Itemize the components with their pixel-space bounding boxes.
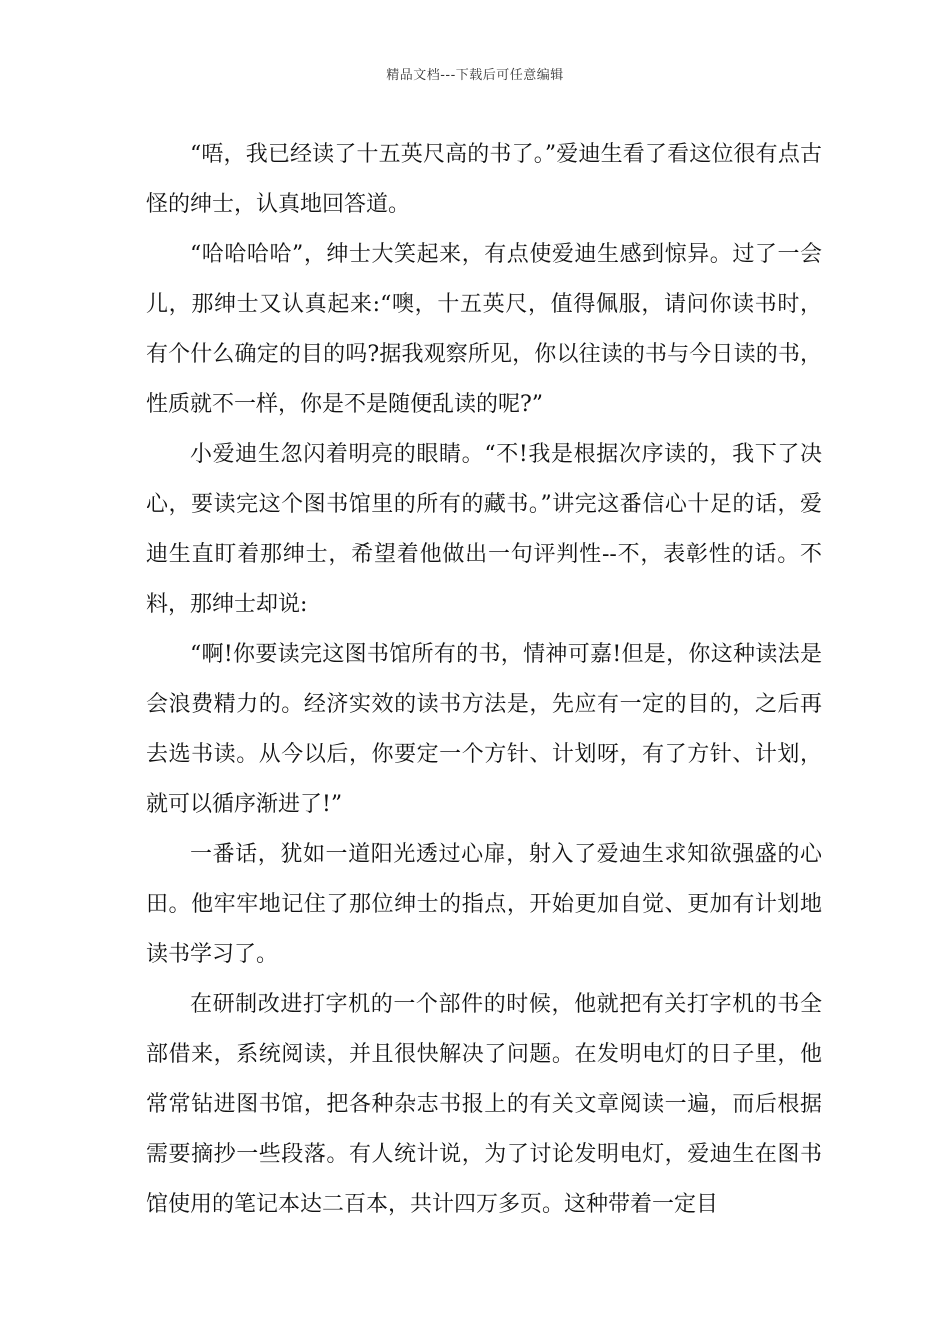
page-header: 精品文档---下载后可任意编辑 — [386, 68, 564, 83]
document-body — [146, 130, 822, 1230]
paragraph-3: 小爱迪生忽闪着明亮的眼睛。“不!我是根据次序读的，我下了决心，要读完这个图书馆里的所有的藏书。”讲完这番信心十足的话，爱迪生直盯着那绅士，希望着他做出一句评判性--不，表彰性的话。不料，那绅士却说: — [146, 442, 822, 617]
paragraph-1: “唔，我已经读了十五英尺高的书了。”爱迪生看了看这位很有点古怪的绅士，认真地回答道。 — [146, 142, 822, 217]
paragraph-2: “哈哈哈哈”，绅士大笑起来，有点使爱迪生感到惊异。过了一会儿，那绅士又认真起来:“噢，十五英尺，值得佩服，请问你读书时，有个什么确定的目的吗?据我观察所见，你以往读的书与今日读的书，性质就不一样，你是不是随便乱读的呢?” — [146, 242, 822, 417]
paragraph-4: “啊!你要读完这图书馆所有的书，情神可嘉!但是，你这种读法是会浪费精力的。经济实效的读书方法是，先应有一定的目的，之后再去选书读。从今以后，你要定一个方针、计划呀，有了方针、计划，就可以循序渐进了!” — [146, 642, 822, 817]
paragraph-6: 在研制改进打字机的一个部件的时候，他就把有关打字机的书全部借来，系统阅读，并且很快解决了问题。在发明电灯的日子里，他常常钻进图书馆，把各种杂志书报上的有关文章阅读一遍，而后根据需要摘抄一些段落。有人统计说，为了讨论发明电灯，爱迪生在图书馆使用的笔记本达二百本，共计四万多页。这种带着一定目 — [146, 992, 822, 1217]
paragraph-5: 一番话，犹如一道阳光透过心扉，射入了爱迪生求知欲强盛的心田。他牢牢地记住了那位绅士的指点，开始更加自觉、更加有计划地读书学习了。 — [146, 842, 822, 967]
